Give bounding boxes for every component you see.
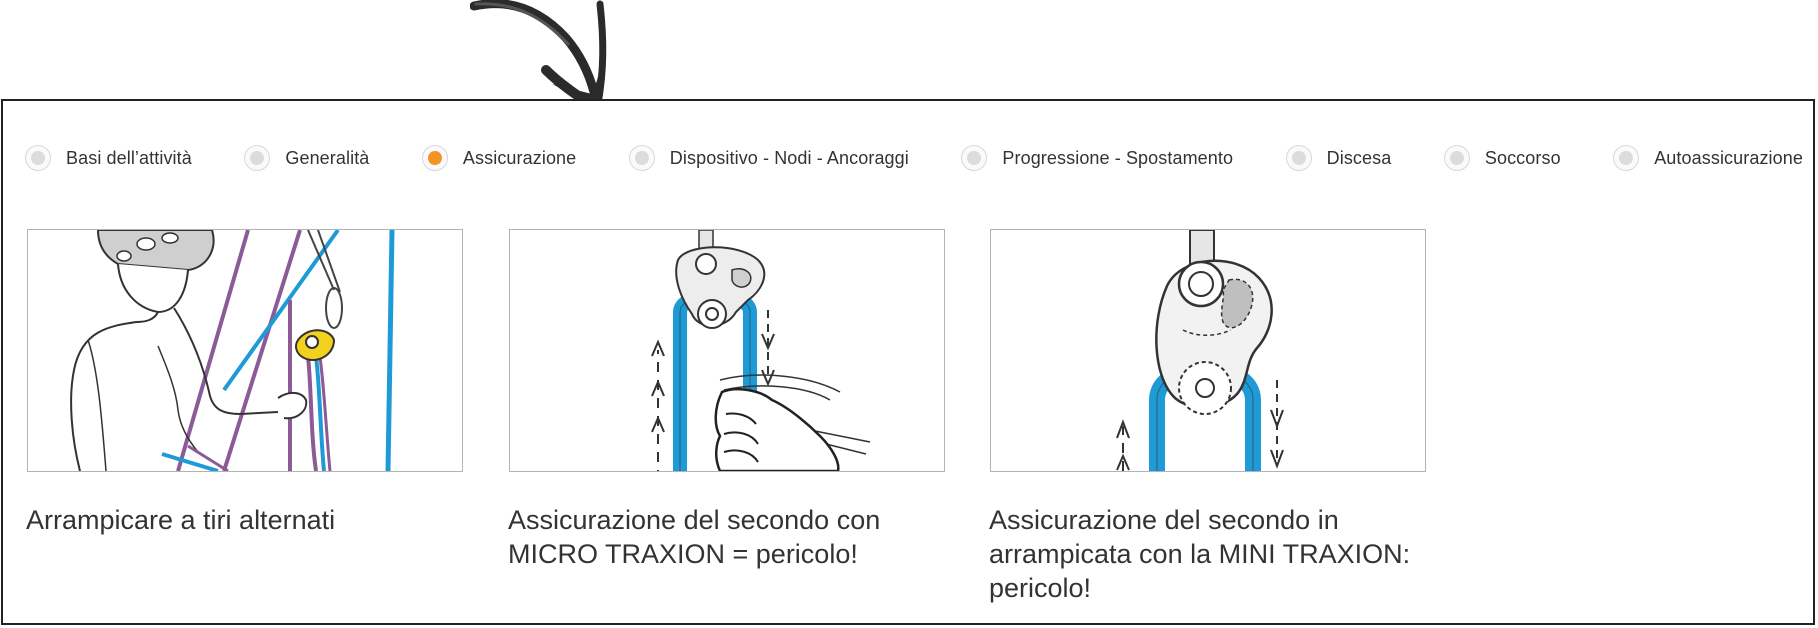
tab-label: Generalità xyxy=(285,147,370,168)
radio-icon[interactable] xyxy=(1444,145,1470,171)
tab-label: Assicurazione xyxy=(462,147,577,168)
tab-label: Progressione - Spostamento xyxy=(1002,147,1234,168)
tab-discesa[interactable] xyxy=(1286,145,1392,171)
tab-label: Dispositivo - Nodi - Ancoraggi xyxy=(669,147,909,168)
category-tabs xyxy=(25,141,1803,175)
content-panel xyxy=(1,99,1815,625)
radio-icon[interactable] xyxy=(1286,145,1312,171)
micro-traxion-hand-illustration-icon[interactable] xyxy=(509,229,945,472)
card-title[interactable]: Assicurazione del secondo in arrampicata con la MINI TRAXION: pericolo! xyxy=(989,505,1411,603)
card-title[interactable]: Arrampicare a tiri alternati xyxy=(26,505,336,535)
tab-label: Discesa xyxy=(1326,147,1392,168)
radio-icon[interactable] xyxy=(1613,145,1639,171)
tab-label: Soccorso xyxy=(1484,147,1561,168)
tab-dispositivo-nodi-ancoraggi[interactable] xyxy=(629,145,909,171)
card-mini-traxion[interactable] xyxy=(990,229,1426,605)
radio-icon[interactable] xyxy=(629,145,655,171)
tab-label: Basi dell’attività xyxy=(66,147,192,168)
tab-progressione-spostamento[interactable] xyxy=(961,145,1233,171)
tab-soccorso[interactable] xyxy=(1444,145,1561,171)
mini-traxion-pulley-illustration-icon[interactable] xyxy=(990,229,1426,472)
radio-icon[interactable] xyxy=(244,145,270,171)
radio-selected-icon[interactable] xyxy=(422,145,448,171)
card-micro-traxion[interactable] xyxy=(509,229,945,571)
climber-belaying-illustration-icon[interactable] xyxy=(27,229,463,472)
tab-generalita[interactable] xyxy=(244,145,369,171)
tab-basi-attivita[interactable] xyxy=(25,145,192,171)
tab-label: Autoassicurazione xyxy=(1654,147,1803,168)
card-title[interactable]: Assicurazione del secondo con MICRO TRAXION = pericolo! xyxy=(508,505,881,569)
tab-assicurazione[interactable] xyxy=(422,145,576,171)
radio-icon[interactable] xyxy=(961,145,987,171)
tab-autoassicurazione[interactable] xyxy=(1613,145,1803,171)
card-arrampicare-tiri-alternati[interactable] xyxy=(27,229,463,537)
radio-icon[interactable] xyxy=(25,145,51,171)
